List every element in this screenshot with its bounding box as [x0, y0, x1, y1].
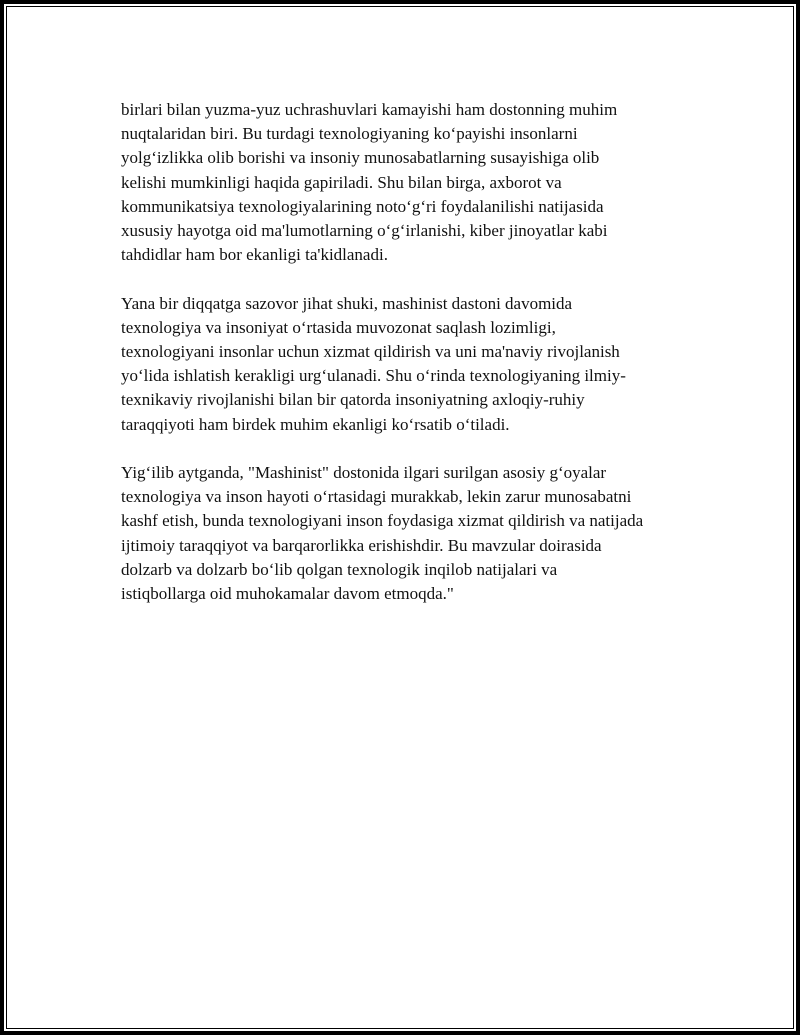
paragraph-3 — [121, 461, 711, 606]
paragraph-line: ijtimoiy taraqqiyot va barqarorlikka erishishdir. Bu mavzular doirasida — [121, 535, 602, 555]
paragraph-line: birlari bilan yuzma-yuz uchrashuvlari kamayishi ham dostonning muhim — [121, 100, 618, 119]
paragraph-line: yoʻlida ishlatish kerakligi urgʻulanadi. Shu oʻrinda texnologiyaning ilmiy- — [121, 366, 626, 386]
paragraph-line: texnologiya va insoniyat oʻrtasida muvozonat saqlash lozimligi, — [121, 317, 556, 337]
paragraph-line: istiqbollarga oid muhokamalar davom etmoqda." — [121, 584, 454, 604]
paragraph-line: kommunikatsiya texnologiyalarining notoʻgʻri foydalanilishi natijasida — [121, 196, 604, 216]
paragraph-line: xususiy hayotga oid ma'lumotlarning oʻgʻirlanishi, kiber jinoyatlar kabi — [121, 221, 608, 241]
paragraph-line: taraqqiyoti ham birdek muhim ekanligi koʻrsatib oʻtiladi. — [121, 414, 510, 434]
paragraph-line: dolzarb va dolzarb boʻlib qolgan texnologik inqilob natijalari va — [121, 559, 558, 579]
paragraph-line: nuqtalaridan biri. Bu turdagi texnologiyaning koʻpayishi insonlarni — [121, 124, 578, 144]
paragraph-1 — [121, 98, 711, 267]
paragraph-line: texnologiya va inson hayoti oʻrtasidagi murakkab, lekin zarur munosabatni — [121, 487, 632, 507]
paragraph-line: Yigʻilib aytganda, "Mashinist" dostonida ilgari surilgan asosiy gʻoyalar — [121, 463, 607, 483]
document-body — [121, 98, 711, 630]
paragraph-line: tahdidlar ham bor ekanligi ta'kidlanadi. — [121, 245, 388, 265]
paragraph-line: Yana bir diqqatga sazovor jihat shuki, mashinist dastoni davomida — [121, 293, 573, 313]
paragraph-line: texnologiyani insonlar uchun xizmat qildirish va uni ma'naviy rivojlanish — [121, 342, 620, 362]
paragraph-2 — [121, 292, 711, 437]
paragraph-line: texnikaviy rivojlanishi bilan bir qatorda insoniyatning axloqiy-ruhiy — [121, 390, 585, 410]
paragraph-line: kelishi mumkinligi haqida gapiriladi. Shu bilan birga, axborot va — [121, 172, 562, 192]
paragraph-line: kashf etish, bunda texnologiyani inson foydasiga xizmat qildirish va natijada — [121, 511, 644, 531]
paragraph-line: yolgʻizlikka olib borishi va insoniy munosabatlarning susayishiga olib — [121, 148, 600, 168]
